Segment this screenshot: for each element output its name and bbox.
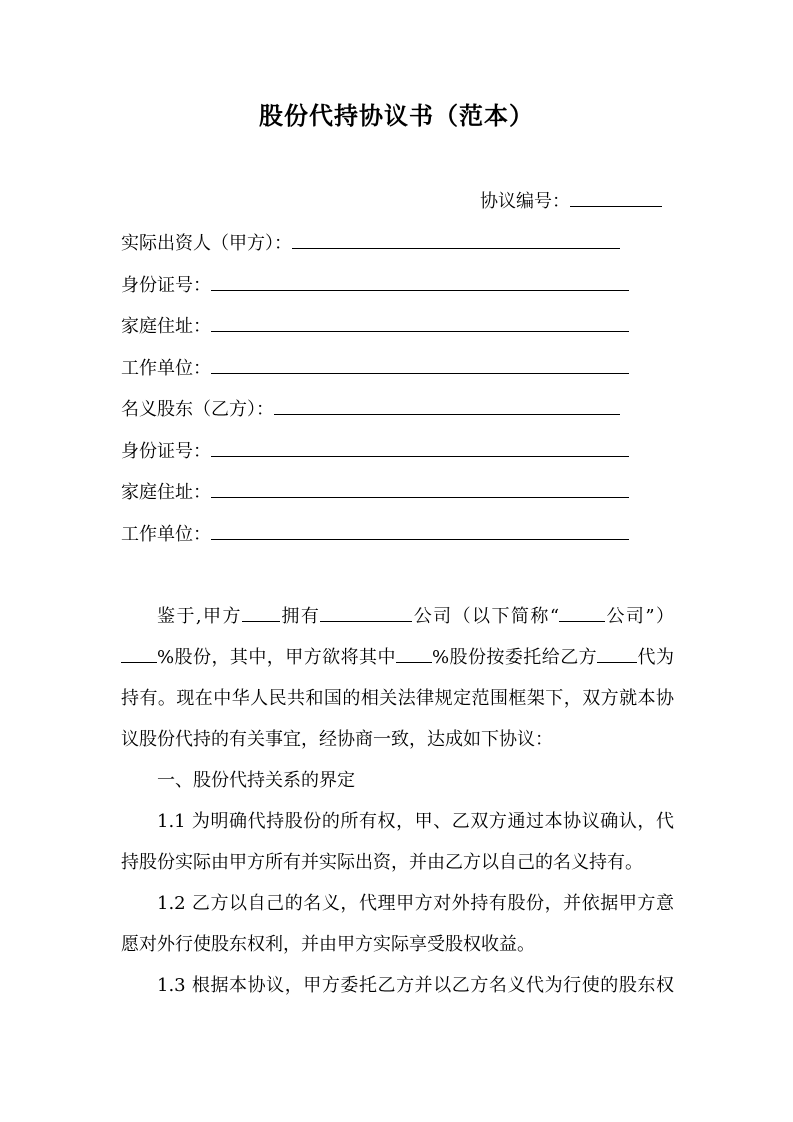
intro-text-b: 拥有 xyxy=(279,606,321,627)
intro-text-d: 公司”） xyxy=(605,606,675,627)
clause-1-1: 1.1 为明确代持股份的所有权，甲、乙双方通过本协议确认，代持股份实际由甲方所有并实际出资，并由乙方以自己的名义持有。 xyxy=(121,811,674,873)
party-b-name-blank[interactable] xyxy=(274,396,620,415)
agreement-number-blank[interactable] xyxy=(570,188,662,207)
intro-text-e: %股份，其中，甲方欲将其中 xyxy=(157,647,396,668)
clause-1-2: 1.2 乙方以自己的名义，代理甲方对外持有股份，并依据甲方意愿对外行使股东权利，并由甲方实际享受股权收益。 xyxy=(121,893,674,955)
party-a-id-row xyxy=(121,272,629,300)
party-b-address-label: 家庭住址： xyxy=(121,482,211,503)
party-b-name-row xyxy=(121,396,620,424)
party-b-id-label: 身份证号： xyxy=(121,441,211,462)
party-a-employer-blank[interactable] xyxy=(211,355,629,374)
party-a-address-blank[interactable] xyxy=(211,313,629,332)
entrusted-share-percent-blank[interactable] xyxy=(396,644,432,663)
party-a-employer-label: 工作单位： xyxy=(121,358,211,379)
party-b-name-inline-blank[interactable] xyxy=(597,644,637,663)
company-short-name-blank[interactable] xyxy=(559,603,605,622)
party-b-employer-blank[interactable] xyxy=(211,521,629,540)
party-a-address-label: 家庭住址： xyxy=(121,316,211,337)
party-b-address-blank[interactable] xyxy=(211,479,629,498)
party-b-address-row xyxy=(121,479,629,507)
party-b-id-row xyxy=(121,438,629,466)
party-b-name-label: 名义股东（乙方）： xyxy=(121,399,274,420)
party-b-employer-label: 工作单位： xyxy=(121,524,211,545)
party-a-id-label: 身份证号： xyxy=(121,275,211,296)
agreement-number xyxy=(480,188,662,216)
party-b-employer-row xyxy=(121,521,629,549)
company-name-blank[interactable] xyxy=(320,603,412,622)
party-a-name-blank[interactable] xyxy=(292,230,620,249)
document-title: 股份代持协议书（范本） xyxy=(259,101,534,130)
party-a-id-blank[interactable] xyxy=(211,272,629,291)
clause-1-3: 1.3 根据本协议，甲方委托乙方并以乙方名义代为行使的股东权 xyxy=(157,975,674,996)
intro-paragraph xyxy=(121,596,674,760)
party-a-address-row xyxy=(121,313,629,341)
agreement-body xyxy=(121,596,674,1006)
party-a-name-inline-blank[interactable] xyxy=(242,603,280,622)
party-b-id-blank[interactable] xyxy=(211,438,629,457)
intro-text-c: 公司（以下简称“ xyxy=(412,606,560,627)
party-a-name-row xyxy=(121,230,620,258)
intro-text-g: 代为持有。现在中华人民共和国的相关法律规定范围框架下，双方就本协议股份代持的有关事宜，经协商一致，达成如下协议： xyxy=(121,647,675,750)
intro-text-f: %股份按委托给乙方 xyxy=(431,647,598,668)
party-a-name-label: 实际出资人（甲方）： xyxy=(121,233,292,254)
intro-text-a: 鉴于,甲方 xyxy=(157,606,242,627)
total-share-percent-blank[interactable] xyxy=(121,644,157,663)
agreement-number-label: 协议编号： xyxy=(480,191,570,212)
section-1-heading: 一、股份代持关系的界定 xyxy=(157,770,355,791)
party-a-employer-row xyxy=(121,355,629,383)
